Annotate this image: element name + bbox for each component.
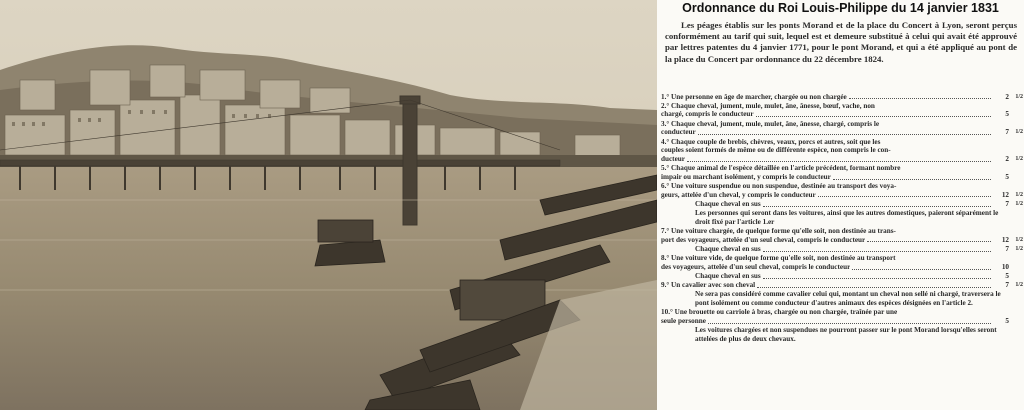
tariff-fraction: 1/2 [1015,191,1023,198]
dot-leader [763,278,991,279]
tariff-label: seule personne [661,317,706,326]
tariff-value: 2 [1005,92,1009,101]
tariff-line [661,93,1023,102]
tariff-fraction: 1/2 [1015,245,1023,252]
document-title: Ordonnance du Roi Louis-Philippe du 14 janvier 1831 [682,1,999,15]
tariff-line: 2.° Chaque cheval, jument, mule, mulet, âne, ânesse, bœuf, vache, non [661,101,875,110]
tariff-label: 9.° Un cavalier avec son cheval [661,281,756,290]
tariff-fraction: 1/2 [1015,129,1023,136]
tariff-item [661,227,1023,244]
tariff-value: 7 [1005,199,1009,208]
tariff-value: 12 [1001,190,1009,199]
tariff-value: 7 [1005,244,1009,253]
tariff-line [661,110,1023,119]
tariff-value: 5 [1005,172,1009,181]
tariff-line [661,272,1023,281]
dot-leader [867,241,991,242]
tariff-label: 1.° Une personne en âge de marcher, chargée ou non chargée [661,92,847,101]
dot-leader [757,287,991,288]
dot-leader [849,98,991,99]
tariff-value: 7 [1005,281,1009,290]
tariff-item [661,138,1023,164]
tariff-line [661,245,1023,254]
tariff-label: geurs, attelée d'un cheval, y compris le conducteur [661,190,816,199]
tariff-line: 4.° Chaque couple de brebis, chèvres, veaux, porcs et autres, soit que les [661,137,881,146]
tariff-item [661,326,1023,343]
tariff-note: Les voitures chargées et non suspendues ne pourront passer sur le pont Morand lorsqu'elles seront attelées de plus de deux chevaux. [695,326,997,343]
tariff-item [661,254,1023,271]
dot-leader [763,206,991,207]
tariff-line: 10.° Une brouette ou carriole à bras, chargée ou non chargée, traînée par une [661,308,898,317]
tariff-value: 2 [1005,154,1009,163]
tariff-item [661,272,1023,281]
tariff-item [661,102,1023,119]
ordinance-document [657,0,1024,410]
dot-leader [756,116,991,117]
tariff-list [661,92,1023,344]
tariff-line: 5.° Chaque animal de l'espèce détaillée en l'article précédent, formant nombre [661,164,901,173]
tariff-value: 12 [1001,235,1009,244]
tariff-line [661,263,1023,272]
tariff-line: 8.° Une voiture vide, de quelque forme qu'elle soit, non destinée au transport [661,254,896,263]
tariff-fraction: 1/2 [1015,236,1023,243]
tariff-label: ducteur [661,154,685,163]
intro-text: Les péages établis sur les ponts Morand et de la place du Concert à Lyon, seront perçus conformément au tarif qui suit, lequel est et demeure substitué à celui qui avait été approuvé par lettres patentes du 4 janvier 1771, pour le pont Morand, et qui a été appliqué au pont de la place du Concert par ordonnance du 22 décembre 1824. [665,20,1017,64]
tariff-line [661,200,1023,209]
dot-leader [708,323,991,324]
tariff-item [661,120,1023,137]
dot-leader [687,161,991,162]
tariff-label: Chaque cheval en sus [695,272,761,281]
tariff-line [661,128,1023,137]
tariff-item [661,308,1023,325]
intro-paragraph [665,20,1017,65]
tariff-fraction: 1/2 [1015,155,1023,162]
tariff-line [661,191,1023,200]
dot-leader [833,179,991,180]
tariff-item [661,209,1023,226]
tariff-label: impair ou marchant isolément, y compris le conducteur [661,172,831,181]
tariff-item [661,164,1023,181]
tariff-item [661,182,1023,199]
tariff-fraction: 1/2 [1015,282,1023,289]
tariff-line: couples soient formés de même ou de différente espèce, non compris le con- [661,146,891,155]
tariff-line: 7.° Une voiture chargée, de quelque forme qu'elle soit, non destinée au trans- [661,227,896,236]
tariff-line [661,173,1023,182]
tariff-item [661,281,1023,290]
tariff-value: 5 [1005,272,1009,281]
dot-leader [763,251,991,252]
tariff-line: 3.° Chaque cheval, jument, mule, mulet, âne, ânesse, chargé, compris le [661,119,880,128]
tariff-line [661,155,1023,164]
tariff-label: conducteur [661,128,696,137]
tariff-label: Chaque cheval en sus [695,244,761,253]
tariff-note: Ne sera pas considéré comme cavalier celui qui, montant un cheval non sellé ni chargé, traversera le pont isolément ou comme conducteur d'autres animaux des espèces désignées en l'article 2. [695,290,1001,308]
tariff-line [661,317,1023,326]
tariff-line [661,236,1023,245]
tariff-line: 6.° Une voiture suspendue ou non suspendue, destinée au transport des voya- [661,182,897,191]
tariff-value: 5 [1005,110,1009,119]
tariff-fraction: 1/2 [1015,200,1023,207]
tariff-item [661,290,1023,307]
tariff-fraction: 1/2 [1015,93,1023,100]
tariff-label: des voyageurs, attelée d'un seul cheval, compris le conducteur [661,262,851,271]
tariff-item [661,245,1023,254]
tariff-value: 5 [1005,317,1009,326]
dot-leader [818,196,991,197]
tariff-value: 7 [1005,128,1009,137]
tariff-line [661,281,1023,290]
tariff-item [661,93,1023,102]
tariff-label: Chaque cheval en sus [695,199,761,208]
tariff-label: chargé, compris le conducteur [661,110,754,119]
tariff-note: Les personnes qui seront dans les voitures, ainsi que les autres domestiques, paieront séparément le droit fixé par l'article 1.er [695,209,999,226]
tariff-value: 10 [1001,262,1009,271]
dot-leader [852,269,991,270]
dot-leader [698,134,991,135]
tariff-label: port des voyageurs, attelée d'un seul cheval, compris le conducteur [661,235,866,244]
tariff-item [661,200,1023,209]
